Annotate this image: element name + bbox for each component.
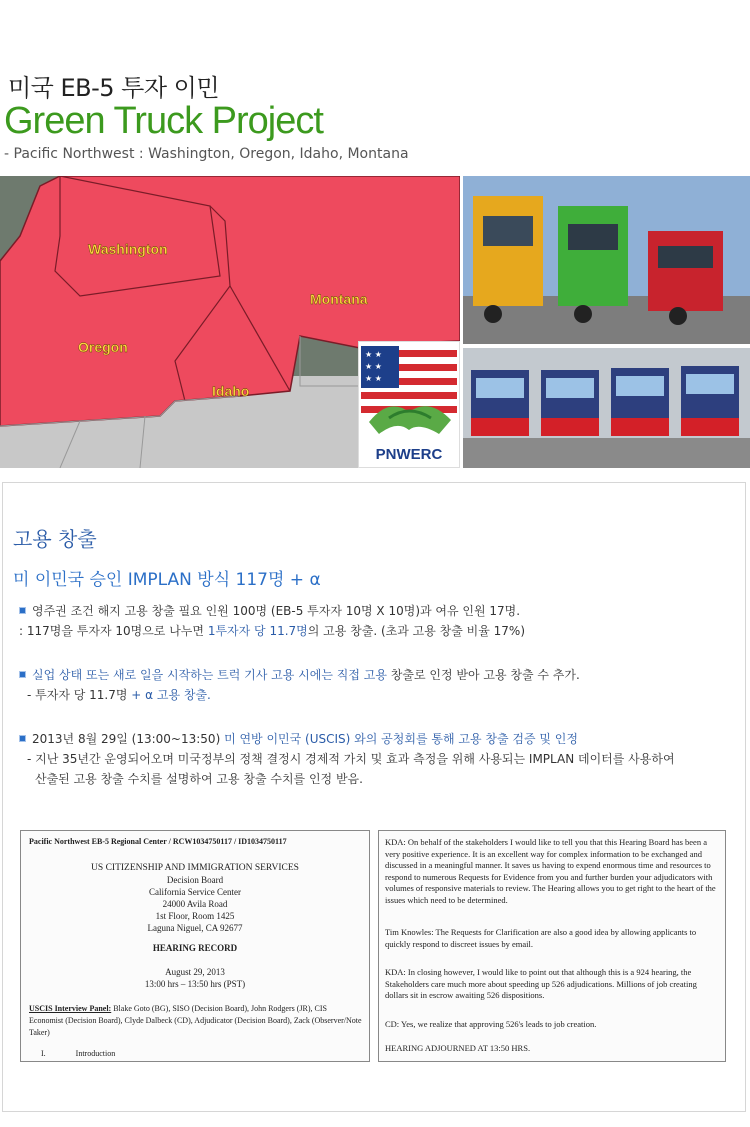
bullet-3: [19, 729, 578, 749]
doc-city: Laguna Niguel, CA 92677: [147, 923, 243, 933]
region-list: - Pacific Northwest : Washington, Oregon, Idaho, Montana: [4, 146, 409, 162]
hearing-record-document: [20, 830, 370, 1062]
trucks-photo-colorful: [463, 176, 750, 344]
map-label-montana: Montana: [310, 291, 368, 307]
doc-panel-text: Blake Goto (BG), SISO (Decision Board), John Rodgers (JR), CIS Economist (Decision Board), Clyde Dalbeck (CD), Adjudicator (Decision Board), Zack (Observer/Note Taker): [29, 1004, 362, 1037]
bullet-2-line-2: [27, 685, 211, 705]
doc-room: 1st Floor, Room 1425: [155, 911, 235, 921]
bullet-2: [19, 665, 580, 685]
bullet-square-icon: [19, 735, 26, 742]
bullet-3-text-a: 2013년 8월 29일 (13:00~13:50): [32, 732, 225, 746]
doc-intro-number: I.: [41, 1049, 46, 1058]
flag-handshake-icon: [359, 342, 459, 442]
bullet-3-line-2: - 지난 35년간 운영되어오며 미국정부의 정책 결정시 경제적 가치 및 효과 측정을 위해 사용되는 IMPLAN 데이터를 사용하여: [27, 752, 675, 766]
pnwerc-logo: [358, 341, 460, 468]
logo-text: PNWERC: [375, 446, 443, 463]
doc-agency: US CITIZENSHIP AND IMMIGRATION SERVICES: [91, 863, 299, 873]
section-title: 고용 창출: [13, 527, 97, 551]
transcript-para-2: Tim Knowles: The Requests for Clarification are also a good idea by allowing applicants to quickly respond to discreet issues by email.: [385, 927, 697, 949]
svg-text:★ ★: ★ ★: [365, 374, 382, 383]
transcript-para-1: KDA: On behalf of the stakeholders I would like to tell you that this Hearing Board has been a very positive experience. It is an excellent way for complex information to be exchanged and discussed in a meaningful manner. It saves us having to expend enormous time and resources to respond to numerous Requests for Evidence from you and further burden your adjudicators with volumes of responsive materials to review. The Hearing allows you to get right to the heart of the issues which need to be determined.: [385, 837, 716, 905]
doc-street: 24000 Avila Road: [162, 899, 228, 909]
bullet-2-highlight: 실업 상태 또는 새로 일을 시작하는 트럭 기사 고용 시에는 직접 고용: [32, 668, 387, 682]
page-title: Green Truck Project: [4, 100, 323, 142]
doc-intro: [41, 1049, 115, 1058]
transcript-para-5: HEARING ADJOURNED AT 13:50 HRS.: [385, 1043, 531, 1053]
bullet-1-text-b: 의 고용 창출. (초과 고용 창출 비율 17%): [307, 624, 526, 638]
bullet-2-text-a: - 투자자 당 11.7명: [27, 688, 132, 702]
trucks-photo-scania: [463, 348, 750, 468]
bullet-1: [19, 601, 520, 621]
doc-board: Decision Board: [166, 875, 224, 885]
doc-intro-text: Introduction: [75, 1049, 116, 1058]
bullet-2-text: 창출로 인정 받아 고용 창출 수 추가.: [386, 668, 580, 682]
doc-date: August 29, 2013: [165, 967, 225, 977]
svg-text:★ ★: ★ ★: [365, 350, 382, 359]
bullet-2-highlight-2: + α 고용 창출.: [131, 688, 211, 702]
map-label-washington: Washington: [88, 241, 168, 257]
doc-service-center: California Service Center: [149, 887, 241, 897]
transcript-para-3: KDA: In closing however, I would like to point out that although this is a 924 hearing, the Stakeholders care much more about speeding up 526 adjudications. Millions of job creating dollars sit in escrow awaiting 526 dispositions.: [385, 967, 697, 1000]
bullet-1-line-1: 영주권 조건 해지 고용 창출 필요 인원 100명 (EB-5 투자자 10명 X 10명)과 여유 인원 17명.: [32, 604, 521, 618]
doc-header-line: Pacific Northwest EB-5 Regional Center / RCW1034750117 / ID1034750117: [29, 837, 287, 846]
page-subtitle: 미국 EB-5 투자 이민: [8, 74, 220, 102]
bullet-3-highlight: 미 연방 이민국 (USCIS) 와의 공청회를 통해 고용 창출 검증 및 인정: [224, 732, 578, 746]
doc-panel-label: USCIS Interview Panel:: [29, 1004, 112, 1013]
svg-text:★ ★: ★ ★: [365, 362, 382, 371]
doc-record-title: HEARING RECORD: [152, 943, 238, 953]
map-label-oregon: Oregon: [78, 339, 128, 355]
banner: [0, 176, 750, 468]
doc-panel-members: [29, 1003, 363, 1039]
map-label-idaho: Idaho: [212, 383, 250, 399]
bullet-square-icon: [19, 607, 26, 614]
transcript-para-4: CD: Yes, we realize that approving 526's leads to job creation.: [385, 1019, 597, 1029]
hearing-transcript-document: [378, 830, 726, 1062]
section-subtitle: 미 이민국 승인 IMPLAN 방식 117명 + α: [13, 570, 321, 590]
bullet-square-icon: [19, 671, 26, 678]
doc-time: 13:00 hrs – 13:50 hrs (PST): [144, 979, 246, 989]
bullet-3-line-3: 산출된 고용 창출 수치를 설명하여 고용 창출 수치를 인정 받음.: [35, 772, 363, 786]
bullet-1-highlight: 1투자자 당 11.7명: [207, 624, 308, 638]
bullet-1-line-2: [19, 621, 525, 641]
bullet-1-text-a: : 117명을 투자자 10명으로 나누면: [19, 624, 208, 638]
